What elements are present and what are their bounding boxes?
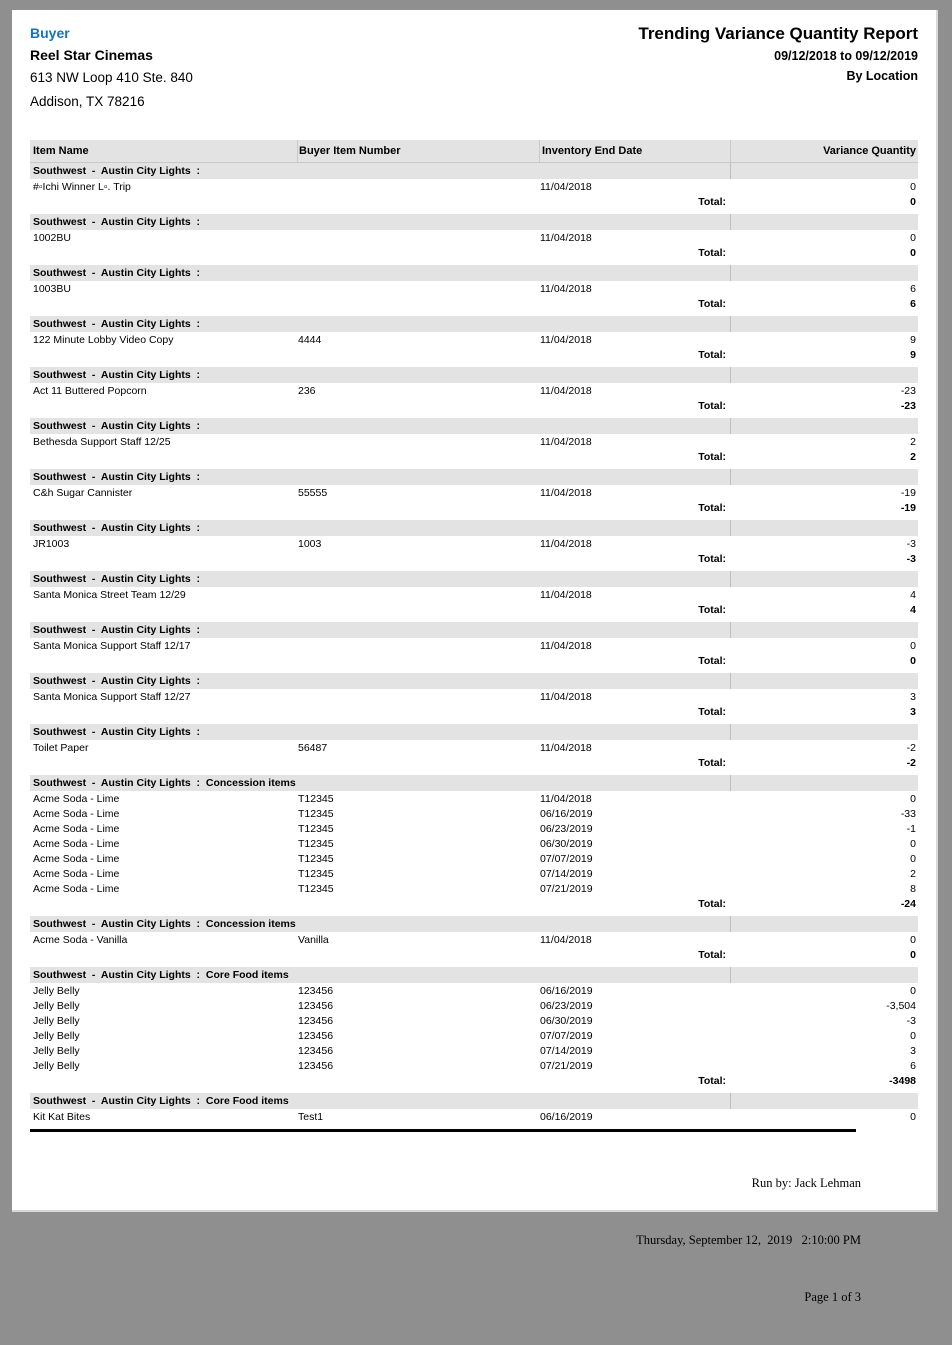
- cell-inventory-end-date: 11/04/2018: [540, 231, 592, 244]
- total-value: 0: [910, 246, 916, 259]
- cell-item-name: 1003BU: [33, 282, 71, 295]
- total-label: Total:: [698, 654, 726, 667]
- cell-buyer-item-number: 123456: [298, 1014, 334, 1027]
- group-header-label: Southwest - Austin City Lights :: [30, 163, 731, 179]
- report-table: [30, 140, 918, 1124]
- group-total-row: [30, 296, 918, 311]
- cell-item-name: Acme Soda - Lime: [33, 822, 120, 835]
- group-total-row: [30, 347, 918, 362]
- table-header-row: [30, 140, 918, 163]
- group-total-row: [30, 755, 918, 770]
- group-header-band: [30, 469, 918, 485]
- report-date-range: 09/12/2018 to 09/12/2019: [774, 49, 918, 63]
- group-header-label: Southwest - Austin City Lights :: [30, 520, 731, 536]
- cell-buyer-item-number: 123456: [298, 1044, 334, 1057]
- cell-variance-quantity: 9: [910, 333, 916, 346]
- cell-variance-quantity: 0: [910, 1029, 916, 1042]
- cell-buyer-item-number: 1003: [298, 537, 322, 550]
- table-row: [30, 881, 918, 896]
- group-header-band-right: [731, 916, 918, 932]
- total-value: -3498: [889, 1074, 916, 1087]
- total-label: Total:: [698, 897, 726, 910]
- report-group: [30, 418, 918, 464]
- total-label: Total:: [698, 756, 726, 769]
- cell-variance-quantity: 0: [910, 792, 916, 805]
- cell-item-name: Toilet Paper: [33, 741, 89, 754]
- group-header-label: Southwest - Austin City Lights :: [30, 622, 731, 638]
- group-header-label: Southwest - Austin City Lights :: [30, 571, 731, 587]
- cell-variance-quantity: 2: [910, 867, 916, 880]
- group-header-label: Southwest - Austin City Lights :: [30, 724, 731, 740]
- cell-inventory-end-date: 11/04/2018: [540, 282, 592, 295]
- group-header-band: [30, 163, 918, 179]
- group-header-band-right: [731, 724, 918, 740]
- buyer-address-line2: Addison, TX 78216: [30, 94, 145, 109]
- cell-variance-quantity: -2: [906, 741, 916, 754]
- cell-buyer-item-number: 4444: [298, 333, 322, 346]
- cell-item-name: Acme Soda - Vanilla: [33, 933, 128, 946]
- table-row: [30, 806, 918, 821]
- cell-inventory-end-date: 11/04/2018: [540, 588, 592, 601]
- cell-inventory-end-date: 11/04/2018: [540, 486, 592, 499]
- cell-variance-quantity: 3: [910, 1044, 916, 1057]
- table-row: [30, 932, 918, 947]
- cell-inventory-end-date: 11/04/2018: [540, 690, 592, 703]
- cell-inventory-end-date: 06/30/2019: [540, 837, 593, 850]
- report-page: [12, 10, 938, 1304]
- total-value: 0: [910, 654, 916, 667]
- cell-variance-quantity: 2: [910, 435, 916, 448]
- total-value: -23: [900, 399, 916, 412]
- group-header-band-right: [731, 622, 918, 638]
- group-total-row: [30, 947, 918, 962]
- group-header-band: [30, 724, 918, 740]
- total-value: -2: [906, 756, 916, 769]
- cell-item-name: Acme Soda - Lime: [33, 867, 120, 880]
- table-row: [30, 536, 918, 551]
- table-row: [30, 179, 918, 194]
- table-row: [30, 434, 918, 449]
- cell-item-name: Jelly Belly: [33, 999, 80, 1012]
- group-header-band: [30, 418, 918, 434]
- total-value: 6: [910, 297, 916, 310]
- group-header-band-right: [731, 967, 918, 983]
- total-value: 0: [910, 195, 916, 208]
- group-total-row: [30, 245, 918, 260]
- total-value: 3: [910, 705, 916, 718]
- cell-buyer-item-number: T12345: [298, 822, 334, 835]
- buyer-name: Reel Star Cinemas: [30, 47, 153, 63]
- cell-inventory-end-date: 11/04/2018: [540, 933, 592, 946]
- group-header-band: [30, 622, 918, 638]
- table-row: [30, 821, 918, 836]
- cell-variance-quantity: -33: [900, 807, 916, 820]
- group-header-label: Southwest - Austin City Lights :: [30, 418, 731, 434]
- report-content: [12, 10, 936, 1345]
- group-header-band-right: [731, 316, 918, 332]
- column-header-item-name: Item Name: [30, 140, 298, 162]
- table-row: [30, 689, 918, 704]
- page-header: [30, 22, 918, 114]
- group-header-band: [30, 520, 918, 536]
- table-row: [30, 281, 918, 296]
- total-value: 4: [910, 603, 916, 616]
- cell-inventory-end-date: 11/04/2018: [540, 792, 592, 805]
- report-group: [30, 571, 918, 617]
- report-group: [30, 367, 918, 413]
- cell-variance-quantity: 0: [910, 231, 916, 244]
- group-total-row: [30, 398, 918, 413]
- report-group: [30, 469, 918, 515]
- group-total-row: [30, 602, 918, 617]
- report-title-block: [638, 22, 918, 86]
- group-total-row: [30, 500, 918, 515]
- cell-variance-quantity: 8: [910, 882, 916, 895]
- cell-buyer-item-number: 123456: [298, 999, 334, 1012]
- table-row: [30, 1028, 918, 1043]
- group-header-band-right: [731, 367, 918, 383]
- total-value: 2: [910, 450, 916, 463]
- report-grouping: By Location: [846, 69, 918, 83]
- report-group: [30, 1093, 918, 1124]
- column-header-buyer-item-number: Buyer Item Number: [298, 140, 540, 162]
- cell-item-name: JR1003: [33, 537, 70, 550]
- report-group: [30, 967, 918, 1088]
- group-header-band: [30, 967, 918, 983]
- cell-variance-quantity: -3,504: [886, 999, 916, 1012]
- cell-inventory-end-date: 11/04/2018: [540, 741, 592, 754]
- cell-inventory-end-date: 07/14/2019: [540, 867, 593, 880]
- total-label: Total:: [698, 552, 726, 565]
- group-header-band: [30, 775, 918, 791]
- table-row: [30, 587, 918, 602]
- footer-date-time: Thursday, September 12, 2019 2:10:00 PM: [636, 1233, 861, 1247]
- table-row: [30, 740, 918, 755]
- cell-variance-quantity: 6: [910, 282, 916, 295]
- page-footer: [30, 1136, 918, 1345]
- group-header-band: [30, 316, 918, 332]
- total-label: Total:: [698, 501, 726, 514]
- total-value: -3: [906, 552, 916, 565]
- cell-inventory-end-date: 06/16/2019: [540, 1110, 593, 1123]
- group-header-label: Southwest - Austin City Lights :: [30, 316, 731, 332]
- cell-inventory-end-date: 07/14/2019: [540, 1044, 593, 1057]
- group-total-row: [30, 896, 918, 911]
- group-header-label: Southwest - Austin City Lights :: [30, 469, 731, 485]
- total-label: Total:: [698, 450, 726, 463]
- cell-variance-quantity: 0: [910, 837, 916, 850]
- table-row: [30, 638, 918, 653]
- group-total-row: [30, 1073, 918, 1088]
- total-label: Total:: [698, 297, 726, 310]
- total-label: Total:: [698, 246, 726, 259]
- table-row: [30, 836, 918, 851]
- group-header-band: [30, 916, 918, 932]
- cell-inventory-end-date: 11/04/2018: [540, 537, 592, 550]
- cell-variance-quantity: 0: [910, 852, 916, 865]
- group-total-row: [30, 551, 918, 566]
- group-header-band-right: [731, 1093, 918, 1109]
- report-group: [30, 316, 918, 362]
- group-total-row: [30, 653, 918, 668]
- footer-page-number: Page 1 of 3: [804, 1290, 861, 1304]
- group-total-row: [30, 194, 918, 209]
- cell-inventory-end-date: 06/30/2019: [540, 1014, 593, 1027]
- cell-item-name: Santa Monica Support Staff 12/27: [33, 690, 191, 703]
- total-value: 9: [910, 348, 916, 361]
- group-header-band-right: [731, 265, 918, 281]
- table-row: [30, 983, 918, 998]
- cell-variance-quantity: 6: [910, 1059, 916, 1072]
- cell-inventory-end-date: 06/16/2019: [540, 807, 593, 820]
- cell-buyer-item-number: 123456: [298, 1059, 334, 1072]
- table-row: [30, 485, 918, 500]
- group-header-label: Southwest - Austin City Lights : Core Food items: [30, 967, 731, 983]
- group-header-band: [30, 214, 918, 230]
- cell-inventory-end-date: 06/23/2019: [540, 822, 593, 835]
- group-header-band: [30, 571, 918, 587]
- group-header-band-right: [731, 673, 918, 689]
- cell-buyer-item-number: 123456: [298, 984, 334, 997]
- group-total-row: [30, 449, 918, 464]
- cell-buyer-item-number: T12345: [298, 837, 334, 850]
- cell-buyer-item-number: 236: [298, 384, 316, 397]
- cell-variance-quantity: 0: [910, 639, 916, 652]
- cell-buyer-item-number: 55555: [298, 486, 328, 499]
- total-label: Total:: [698, 705, 726, 718]
- cell-item-name: Acme Soda - Lime: [33, 837, 120, 850]
- report-group: [30, 775, 918, 911]
- group-header-band: [30, 1093, 918, 1109]
- total-label: Total:: [698, 399, 726, 412]
- group-total-row: [30, 704, 918, 719]
- cell-inventory-end-date: 11/04/2018: [540, 384, 592, 397]
- buyer-label: Buyer: [30, 25, 70, 41]
- cell-inventory-end-date: 11/04/2018: [540, 333, 592, 346]
- cell-item-name: Jelly Belly: [33, 1029, 80, 1042]
- cell-buyer-item-number: T12345: [298, 807, 334, 820]
- total-value: -19: [900, 501, 916, 514]
- group-header-label: Southwest - Austin City Lights : Core Food items: [30, 1093, 731, 1109]
- buyer-address-line1: 613 NW Loop 410 Ste. 840: [30, 70, 193, 85]
- cell-item-name: Jelly Belly: [33, 1059, 80, 1072]
- report-group: [30, 673, 918, 719]
- report-group: [30, 214, 918, 260]
- cell-variance-quantity: -3: [906, 1014, 916, 1027]
- cell-item-name: 1002BU: [33, 231, 71, 244]
- group-header-label: Southwest - Austin City Lights :: [30, 367, 731, 383]
- cell-item-name: Acme Soda - Lime: [33, 882, 120, 895]
- total-value: -24: [900, 897, 916, 910]
- cell-variance-quantity: 3: [910, 690, 916, 703]
- buyer-block: [30, 22, 193, 114]
- group-header-label: Southwest - Austin City Lights : Concession items: [30, 916, 731, 932]
- group-header-band-right: [731, 163, 918, 179]
- cell-item-name: 122 Minute Lobby Video Copy: [33, 333, 174, 346]
- table-row: [30, 1109, 918, 1124]
- cell-variance-quantity: -1: [906, 822, 916, 835]
- cell-item-name: Act 11 Buttered Popcorn: [33, 384, 147, 397]
- cell-inventory-end-date: 06/16/2019: [540, 984, 593, 997]
- table-body: [30, 163, 918, 1124]
- table-row: [30, 332, 918, 347]
- table-row: [30, 791, 918, 806]
- total-label: Total:: [698, 348, 726, 361]
- total-label: Total:: [698, 1074, 726, 1087]
- cell-item-name: Jelly Belly: [33, 1044, 80, 1057]
- group-header-band: [30, 367, 918, 383]
- cell-item-name: C&h Sugar Cannister: [33, 486, 133, 499]
- cell-item-name: Acme Soda - Lime: [33, 807, 120, 820]
- cell-item-name: Jelly Belly: [33, 984, 80, 997]
- cell-buyer-item-number: Test1: [298, 1110, 324, 1123]
- cell-inventory-end-date: 07/21/2019: [540, 882, 593, 895]
- cell-inventory-end-date: 07/07/2019: [540, 1029, 593, 1042]
- table-row: [30, 230, 918, 245]
- group-header-label: Southwest - Austin City Lights :: [30, 673, 731, 689]
- cell-inventory-end-date: 11/04/2018: [540, 180, 592, 193]
- table-row: [30, 998, 918, 1013]
- cell-buyer-item-number: T12345: [298, 867, 334, 880]
- cell-inventory-end-date: 11/04/2018: [540, 435, 592, 448]
- cell-item-name: Jelly Belly: [33, 1014, 80, 1027]
- group-header-band: [30, 265, 918, 281]
- report-group: [30, 265, 918, 311]
- cell-buyer-item-number: Vanilla: [298, 933, 329, 946]
- cell-inventory-end-date: 06/23/2019: [540, 999, 593, 1012]
- cell-item-name: Acme Soda - Lime: [33, 792, 120, 805]
- group-header-band-right: [731, 571, 918, 587]
- cell-item-name: Santa Monica Support Staff 12/17: [33, 639, 191, 652]
- table-row: [30, 851, 918, 866]
- report-group: [30, 724, 918, 770]
- report-title: Trending Variance Quantity Report: [638, 24, 918, 43]
- group-header-label: Southwest - Austin City Lights :: [30, 265, 731, 281]
- cell-variance-quantity: -23: [900, 384, 916, 397]
- cell-variance-quantity: 0: [910, 933, 916, 946]
- group-header-label: Southwest - Austin City Lights :: [30, 214, 731, 230]
- cell-inventory-end-date: 11/04/2018: [540, 639, 592, 652]
- cell-buyer-item-number: T12345: [298, 882, 334, 895]
- column-header-inventory-end-date: Inventory End Date: [540, 140, 731, 162]
- group-header-band-right: [731, 775, 918, 791]
- cell-variance-quantity: 4: [910, 588, 916, 601]
- group-header-band-right: [731, 520, 918, 536]
- cell-buyer-item-number: 56487: [298, 741, 328, 754]
- group-header-label: Southwest - Austin City Lights : Concession items: [30, 775, 731, 791]
- group-header-band: [30, 673, 918, 689]
- cell-buyer-item-number: 123456: [298, 1029, 334, 1042]
- footer-run-by: Run by: Jack Lehman: [751, 1176, 861, 1190]
- cell-item-name: Bethesda Support Staff 12/25: [33, 435, 171, 448]
- cell-variance-quantity: 0: [910, 984, 916, 997]
- cell-item-name: Kit Kat Bites: [33, 1110, 91, 1123]
- column-header-variance-quantity: Variance Quantity: [823, 145, 916, 157]
- report-group: [30, 916, 918, 962]
- cell-variance-quantity: 0: [910, 180, 916, 193]
- report-group: [30, 163, 918, 209]
- group-header-band-right: [731, 469, 918, 485]
- group-header-band-right: [731, 214, 918, 230]
- total-label: Total:: [698, 195, 726, 208]
- table-row: [30, 1058, 918, 1073]
- total-label: Total:: [698, 948, 726, 961]
- table-row: [30, 866, 918, 881]
- cell-item-name: Santa Monica Street Team 12/29: [33, 588, 186, 601]
- cell-item-name: #▫Ichi Winner L▫. Trip: [33, 180, 131, 193]
- table-row: [30, 1043, 918, 1058]
- cell-buyer-item-number: T12345: [298, 792, 334, 805]
- cell-variance-quantity: -3: [906, 537, 916, 550]
- table-row: [30, 383, 918, 398]
- cell-item-name: Acme Soda - Lime: [33, 852, 120, 865]
- total-value: 0: [910, 948, 916, 961]
- page-end-rule: [30, 1129, 856, 1132]
- report-group: [30, 622, 918, 668]
- cell-variance-quantity: -19: [900, 486, 916, 499]
- cell-inventory-end-date: 07/21/2019: [540, 1059, 593, 1072]
- cell-buyer-item-number: T12345: [298, 852, 334, 865]
- cell-variance-quantity: 0: [910, 1110, 916, 1123]
- report-group: [30, 520, 918, 566]
- table-row: [30, 1013, 918, 1028]
- cell-inventory-end-date: 07/07/2019: [540, 852, 593, 865]
- total-label: Total:: [698, 603, 726, 616]
- group-header-band-right: [731, 418, 918, 434]
